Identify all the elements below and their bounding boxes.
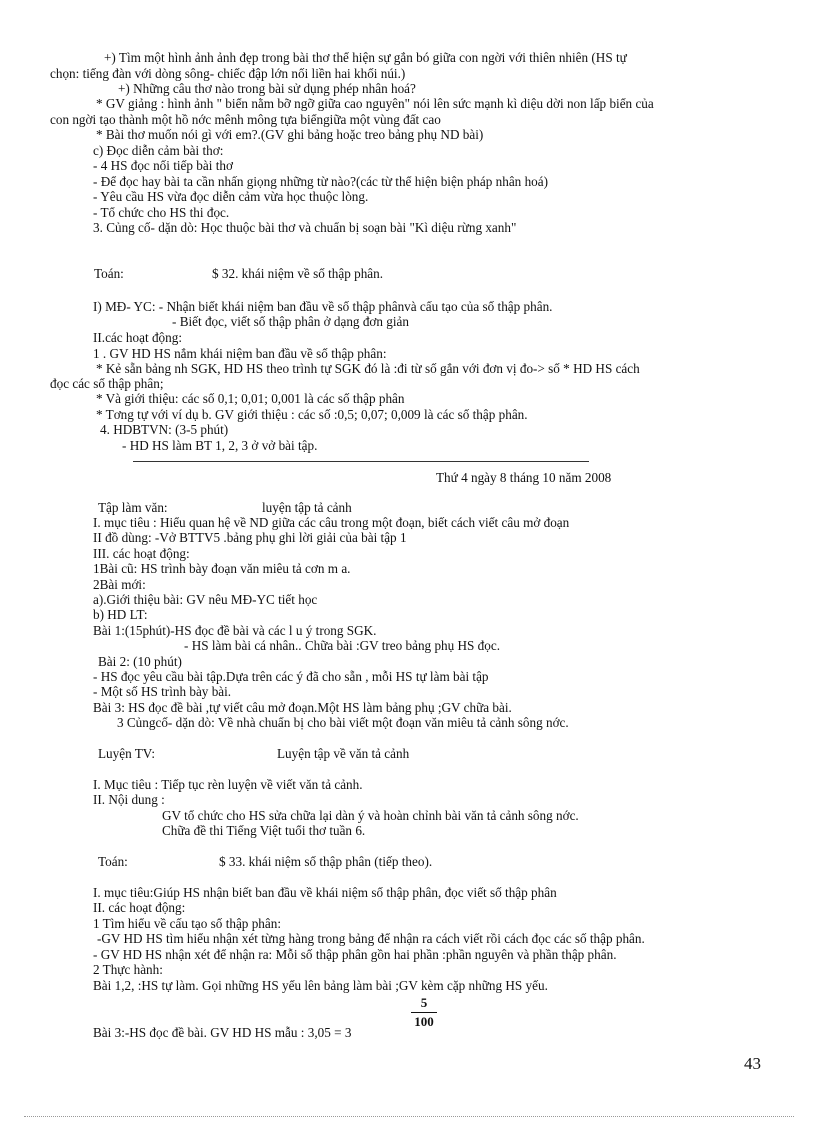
text-line: 1Bài cũ: HS trình bày đoạn văn miêu tả cơn m a. (93, 561, 351, 576)
text-line: - 4 HS đọc nối tiếp bài thơ (93, 158, 233, 173)
text-line: - HS đọc yêu cầu bài tập.Dựa trên các ý đã cho sẵn , mỗi HS tự làm bài tập (93, 669, 489, 684)
section-title: $ 33. khái niệm số thập phân (tiếp theo). (219, 854, 433, 869)
text-line: - Để đọc hay bài ta cần nhấn giọng những từ nào?(các từ thể hiện biện pháp nhân hoá) (93, 174, 549, 189)
text-line: chọn: tiếng đàn với dòng sông- chiếc đập lớn nối liền hai khối núi.) (50, 66, 406, 81)
fraction-5-over-100 (409, 995, 439, 1030)
text-line: Bài 1:(15phút)-HS đọc đề bài và các l u ý trong SGK. (93, 623, 377, 638)
text-line: đọc các số thập phân; (50, 376, 164, 391)
text-line: - Yêu cầu HS vừa đọc diễn cảm vừa học thuộc lòng. (93, 189, 369, 204)
text-line: I. mục tiêu:Giúp HS nhận biết ban đầu về khái niệm số thập phân, đọc viết số thập phân (93, 885, 557, 900)
fraction-bar (411, 1012, 437, 1013)
text-line: * Kẻ sẵn bảng nh SGK, HD HS theo trình tự SGK đó là :đi từ số gắn với đơn vị đo-> số * HD HS cách (96, 361, 640, 376)
text-line: con ngời tạo thành một hồ nớc mênh mông tựa biểngiữa một vùng đất cao (50, 112, 441, 127)
section-label: Toán: (94, 266, 124, 281)
text-line: I) MĐ- YC: - Nhận biết khái niệm ban đầu về số thập phânvà cấu tạo của số thập phân. (93, 299, 553, 314)
text-line: +) Tìm một hình ảnh ảnh đẹp trong bài thơ thể hiện sự gắn bó giữa con ngời với thiên nhiên (HS tự (104, 50, 627, 65)
text-line: 3. Củng cố- dặn dò: Học thuộc bài thơ và chuẩn bị soạn bài "Kì diệu rừng xanh" (93, 220, 517, 235)
text-line: * Và giới thiệu: các số 0,1; 0,01; 0,001 là các số thập phân (96, 391, 405, 406)
text-line: 2 Thực hành: (93, 962, 163, 977)
date-heading: Thứ 4 ngày 8 tháng 10 năm 2008 (436, 470, 612, 485)
text-line: 1 . GV HD HS nắm khái niệm ban đầu về số thập phân: (93, 346, 387, 361)
text-line: 1 Tìm hiểu về cấu tạo số thập phân: (93, 916, 281, 931)
text-line: - HS làm bài cá nhân.. Chữa bài :GV treo bảng phụ HS đọc. (184, 638, 501, 653)
text-line: a).Giới thiệu bài: GV nêu MĐ-YC tiết học (93, 592, 318, 607)
text-line: c) Đọc diễn cảm bài thơ: (93, 143, 224, 158)
text-line: - GV HD HS nhận xét để nhận ra: Mỗi số thập phân gồn hai phần :phần nguyên và phần thập phân. (93, 947, 617, 962)
section-title: $ 32. khái niệm về số thập phân. (212, 266, 384, 281)
text-line: II. Nội dung : (93, 792, 165, 807)
text-line: I. Mục tiêu : Tiếp tục rèn luyện về viết văn tả cảnh. (93, 777, 363, 792)
fraction-denominator: 100 (414, 1014, 434, 1029)
text-line: Bài 2: (10 phút) (98, 654, 182, 669)
text-line: GV tổ chức cho HS sửa chữa lại dàn ý và hoàn chỉnh bài văn tả cảnh sông nớc. (162, 808, 579, 823)
text-line: -GV HD HS tìm hiểu nhận xét từng hàng trong bảng để nhận ra cách viết rồi cách đọc các số thập phân. (97, 931, 645, 946)
text-line: * GV giảng : hình ảnh " biển nằm bỡ ngỡ giữa cao nguyên" nói lên sức mạnh kì diệu dời non lấp biển của (96, 96, 654, 111)
text-line: 4. HDBTVN: (3-5 phút) (100, 422, 229, 437)
text-line: * Bài thơ muốn nói gì với em?.(GV ghi bảng hoặc treo bảng phụ ND bài) (96, 127, 484, 142)
section-label: Luyện TV: (98, 746, 156, 761)
text-line: Bài 3: HS đọc đề bài ,tự viết câu mở đoạn.Một HS làm bảng phụ ;GV chữa bài. (93, 700, 512, 715)
text-line: Bài 3:-HS đọc đề bài. GV HD HS mẫu : 3,05 = 3 (93, 1025, 352, 1040)
divider-rule (133, 461, 589, 462)
page-bottom-border (24, 1116, 794, 1117)
text-line: Bài 1,2, :HS tự làm. Gọi những HS yếu lên bảng làm bài ;GV kèm cặp những HS yếu. (93, 978, 548, 993)
text-line: - Một số HS trình bày bài. (93, 684, 232, 699)
text-line: - HD HS làm BT 1, 2, 3 ở vở bài tập. (122, 438, 318, 453)
text-line: II đồ dùng: -Vở BTTV5 .bảng phụ ghi lời giải của bài tập 1 (93, 530, 407, 545)
text-line: b) HD LT: (93, 607, 148, 622)
text-line: 2Bài mới: (93, 577, 146, 592)
text-line: III. các hoạt động: (93, 546, 190, 561)
text-line: - Biết đọc, viết số thập phân ở dạng đơn giản (172, 314, 409, 329)
section-label: Toán: (98, 854, 128, 869)
text-line: - Tổ chức cho HS thi đọc. (93, 205, 230, 220)
text-line: * Tơng tự với ví dụ b. GV giới thiệu : các số :0,5; 0,07; 0,009 là các số thập phân. (96, 407, 528, 422)
section-label: Tập làm văn: (98, 500, 168, 515)
section-title: luyện tập tả cảnh (262, 500, 352, 515)
text-line: +) Những câu thơ nào trong bài sử dụng phép nhân hoá? (118, 81, 416, 96)
text-line: 3 Củngcố- dặn dò: Về nhà chuẩn bị cho bài viết một đoạn văn miêu tả cảnh sông nớc. (117, 715, 569, 730)
page-number: 43 (744, 1054, 761, 1073)
section-title: Luyện tập về văn tả cảnh (277, 746, 410, 761)
text-line: II. các hoạt động: (93, 900, 186, 915)
text-line: Chữa đề thi Tiếng Việt tuổi thơ tuần 6. (162, 823, 366, 838)
text-line: II.các hoạt động: (93, 330, 182, 345)
text-line: I. mục tiêu : Hiểu quan hệ về ND giữa các câu trong một đoạn, biết cách viết câu mở đoạn (93, 515, 570, 530)
fraction-numerator: 5 (420, 995, 428, 1010)
